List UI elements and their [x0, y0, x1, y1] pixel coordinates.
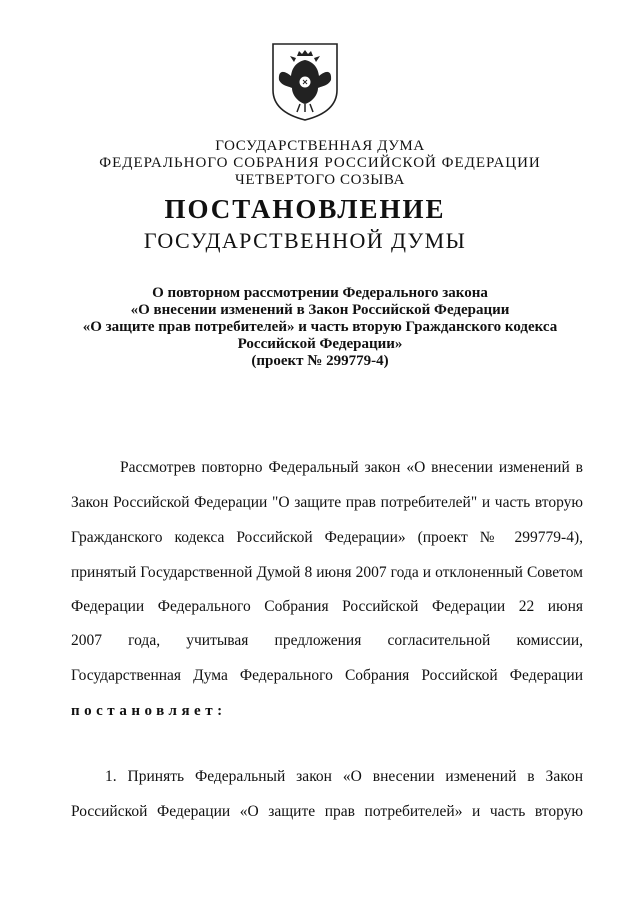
- decree-word: постановляет:: [71, 703, 227, 719]
- russian-coat-of-arms-icon: [270, 40, 340, 122]
- subject-line-3: «О защите прав потребителей» и часть вторую Гражданского кодекса: [82, 319, 558, 335]
- point-1-line-1: 1. Принять Федеральный закон «О внесении изменений в Закон: [105, 768, 583, 785]
- header-line-3: ЧЕТВЕРТОГО СОЗЫВА: [235, 172, 405, 188]
- subject-line-1: О повторном рассмотрении Федерального закона: [152, 285, 488, 301]
- subject-line-2: «О внесении изменений в Закон Российской Федерации: [130, 302, 510, 318]
- body-line-6: 2007 года, учитывая предложения согласительной комиссии,: [71, 632, 583, 649]
- header-line-1: ГОСУДАРСТВЕННАЯ ДУМА: [215, 138, 425, 154]
- point-1-line-2: Российской Федерации «О защите прав потребителей» и часть вторую: [71, 803, 583, 820]
- body-line-7: Государственная Дума Федерального Собрания Российской Федерации: [71, 667, 583, 684]
- body-line-3: Гражданского кодекса Российской Федерации» (проект № 299779-4),: [71, 529, 583, 546]
- body-line-4: принятый Государственной Думой 8 июня 2007 года и отклоненный Советом: [71, 564, 583, 581]
- header-line-2: ФЕДЕРАЛЬНОГО СОБРАНИЯ РОССИЙСКОЙ ФЕДЕРАЦИИ: [99, 155, 541, 171]
- document-issuer-title: ГОСУДАРСТВЕННОЙ ДУМЫ: [143, 228, 467, 253]
- body-line-5: Федерации Федерального Собрания Российской Федерации 22 июня: [71, 598, 583, 615]
- body-line-1: Рассмотрев повторно Федеральный закон «О внесении изменений в: [120, 459, 583, 476]
- subject-line-4: Российской Федерации»: [237, 336, 403, 352]
- body-line-2: Закон Российской Федерации "О защите прав потребителей" и часть вторую: [71, 494, 583, 511]
- subject-project-number: (проект № 299779-4): [251, 353, 389, 369]
- document-type-title: ПОСТАНОВЛЕНИЕ: [164, 194, 446, 224]
